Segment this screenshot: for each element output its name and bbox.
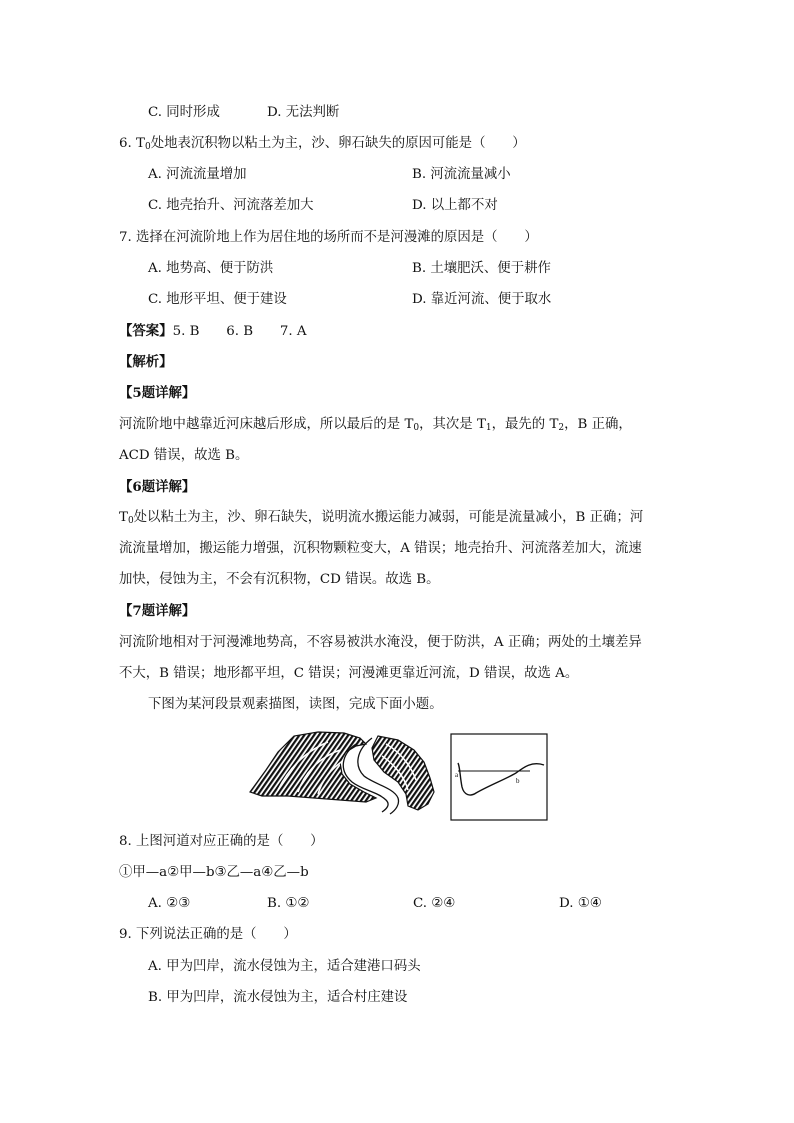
q5-option-c: C. 同时形成 [148, 105, 220, 120]
q7-option-b: B. 土壤肥沃、便于耕作 [412, 261, 551, 276]
q8-option-a: A. ②③ [148, 896, 191, 911]
detail-5-line2: ACD 错误，故选 B。 [119, 448, 249, 463]
q9-option-a: A. 甲为凹岸，流水侵蚀为主，适合建港口码头 [148, 959, 421, 974]
q7-option-a: A. 地势高、便于防洪 [148, 261, 274, 276]
q9-stem: 9. 下列说法正确的是（ ） [119, 927, 297, 942]
detail-5-label: 【5题详解】 [119, 385, 196, 401]
q9-option-b: B. 甲为凹岸，流水侵蚀为主，适合村庄建设 [148, 990, 408, 1005]
q6-stem: 6. $T_0$处地表沉积物以粘土为主，沙、卵石缺失的原因可能是（ ） [119, 136, 526, 152]
q7-stem: 7. 选择在河流阶地上作为居住地的场所而不是河漫滩的原因是（ ） [119, 230, 538, 245]
detail-6-label: 【6题详解】 [119, 479, 196, 495]
river-cross-section-diagram [450, 733, 548, 821]
analysis-label: 【解析】 [119, 354, 173, 370]
q7-option-d: D. 靠近河流、便于取水 [412, 292, 552, 307]
q6-option-b: B. 河流流量减小 [412, 167, 511, 182]
detail-6-line2: 流流量增加，搬运能力增强，沉积物颗粒变大，A 错误；地壳抬升、河流落差加大，流速 [119, 541, 642, 556]
label-a: a [455, 771, 459, 779]
detail-6-line3: 加快，侵蚀为主，不会有沉积物，CD 错误。故选 B。 [119, 572, 440, 587]
detail-6-line1: $T_0$处以粘土为主，沙、卵石缺失，说明流水搬运能力减弱，可能是流量减小，B 正确；河 [119, 510, 644, 526]
q8-option-b: B. ①② [267, 896, 310, 911]
q6-option-d: D. 以上都不对 [412, 198, 498, 213]
detail-7-line1: 河流阶地相对于河漫滩地势高，不容易被洪水淹没，便于防洪，A 正确；两处的土壤差异 [119, 635, 642, 650]
detail-5-line1: 河流阶地中越靠近河床越后形成，所以最后的是 $T_0$，其次是 $T_1$，最先的 $T_2$，B 正确， [119, 417, 632, 433]
q8-stem: 8. 上图河道对应正确的是（ ） [119, 834, 324, 849]
q6-option-c: C. 地壳抬升、河流落差加大 [148, 198, 314, 213]
detail-7-line2: 不大，B 错误；地形都平坦，C 错误；河漫滩更靠近河流，D 错误，故选 A。 [119, 666, 579, 681]
figure-intro: 下图为某河段景观素描图，读图，完成下面小题。 [148, 697, 443, 712]
label-b: b [516, 777, 520, 785]
q7-option-c: C. 地形平坦、便于建设 [148, 292, 287, 307]
river-landscape-sketch [248, 730, 438, 816]
detail-7-label: 【7题详解】 [119, 603, 196, 619]
q8-choices: ①甲—a②甲—b③乙—a④乙—b [119, 865, 309, 880]
answer-line: 【答案】5. B 6. B 7. A [119, 323, 307, 339]
q5-option-d: D. 无法判断 [267, 105, 340, 120]
q8-option-d: D. ①④ [559, 896, 602, 911]
q8-option-c: C. ②④ [413, 896, 456, 911]
q6-option-a: A. 河流流量增加 [148, 167, 247, 182]
